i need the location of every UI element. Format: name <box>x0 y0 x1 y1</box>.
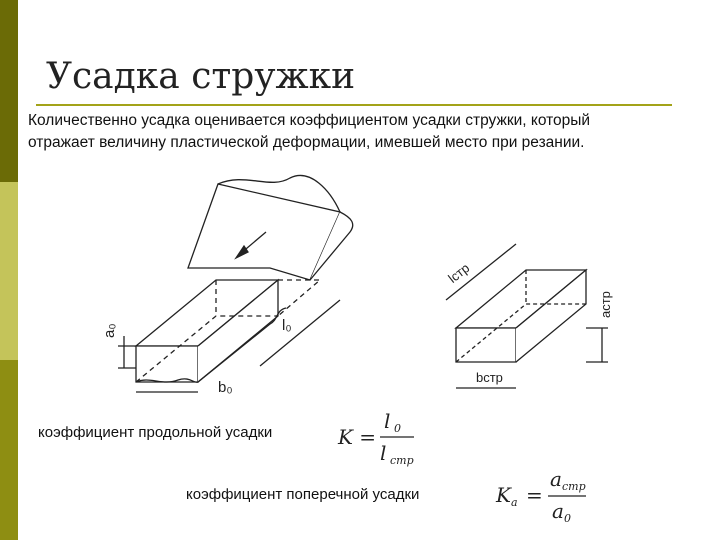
formula-longitudinal-lhs: K = <box>338 425 377 449</box>
description-paragraph <box>28 110 698 154</box>
diagram-chip-before-cutting <box>100 170 430 405</box>
formula-longitudinal <box>336 406 416 470</box>
label-l0: l₀ <box>282 317 292 334</box>
formula-transverse-denominator: a <box>552 499 564 523</box>
formula-longitudinal-denominator-sub: стр <box>390 454 414 467</box>
chip-front-face <box>136 346 198 382</box>
label-astr: aстр <box>598 291 613 318</box>
sidebar-segment-bottom <box>0 360 18 540</box>
sidebar-segment-middle <box>0 182 18 360</box>
diagram-chip-after-cutting <box>440 240 625 400</box>
formula-transverse-numerator: a <box>550 470 562 491</box>
formula-longitudinal-denominator: l <box>380 441 387 465</box>
formula-transverse-numerator-sub: стр <box>562 480 586 493</box>
label-bstr: bстр <box>476 370 503 385</box>
longitudinal-shrinkage-label: коэффициент продольной усадки <box>38 424 273 441</box>
formula-transverse-denominator-sub: 0 <box>564 512 571 525</box>
formula-longitudinal-numerator: l <box>384 409 391 433</box>
title-underline <box>36 104 672 106</box>
workpiece-surface <box>278 280 320 316</box>
sidebar-segment-top <box>0 0 18 182</box>
slide-title: Усадка стружки <box>46 56 356 97</box>
transverse-shrinkage-label: коэффициент поперечной усадки <box>186 486 420 503</box>
label-lstr: lстр <box>445 260 473 286</box>
label-b0: b₀ <box>218 379 233 396</box>
formula-transverse <box>494 470 594 530</box>
paragraph-line-1: Количественно усадка оценивается коэффициентом усадки стружки, который <box>28 112 591 129</box>
formula-transverse-lhs-sub: a <box>511 496 518 509</box>
paragraph-line-2: отражает величину пластической деформации, имевшей место при резании. <box>28 134 585 151</box>
formula-longitudinal-numerator-sub: 0 <box>394 422 401 435</box>
formula-transverse-lhs: K <box>496 483 511 507</box>
sidebar-decoration <box>0 0 18 540</box>
formula-transverse-equals: = <box>526 483 543 507</box>
deformed-chip-front-face <box>456 328 516 362</box>
label-a0: a₀ <box>101 323 118 338</box>
